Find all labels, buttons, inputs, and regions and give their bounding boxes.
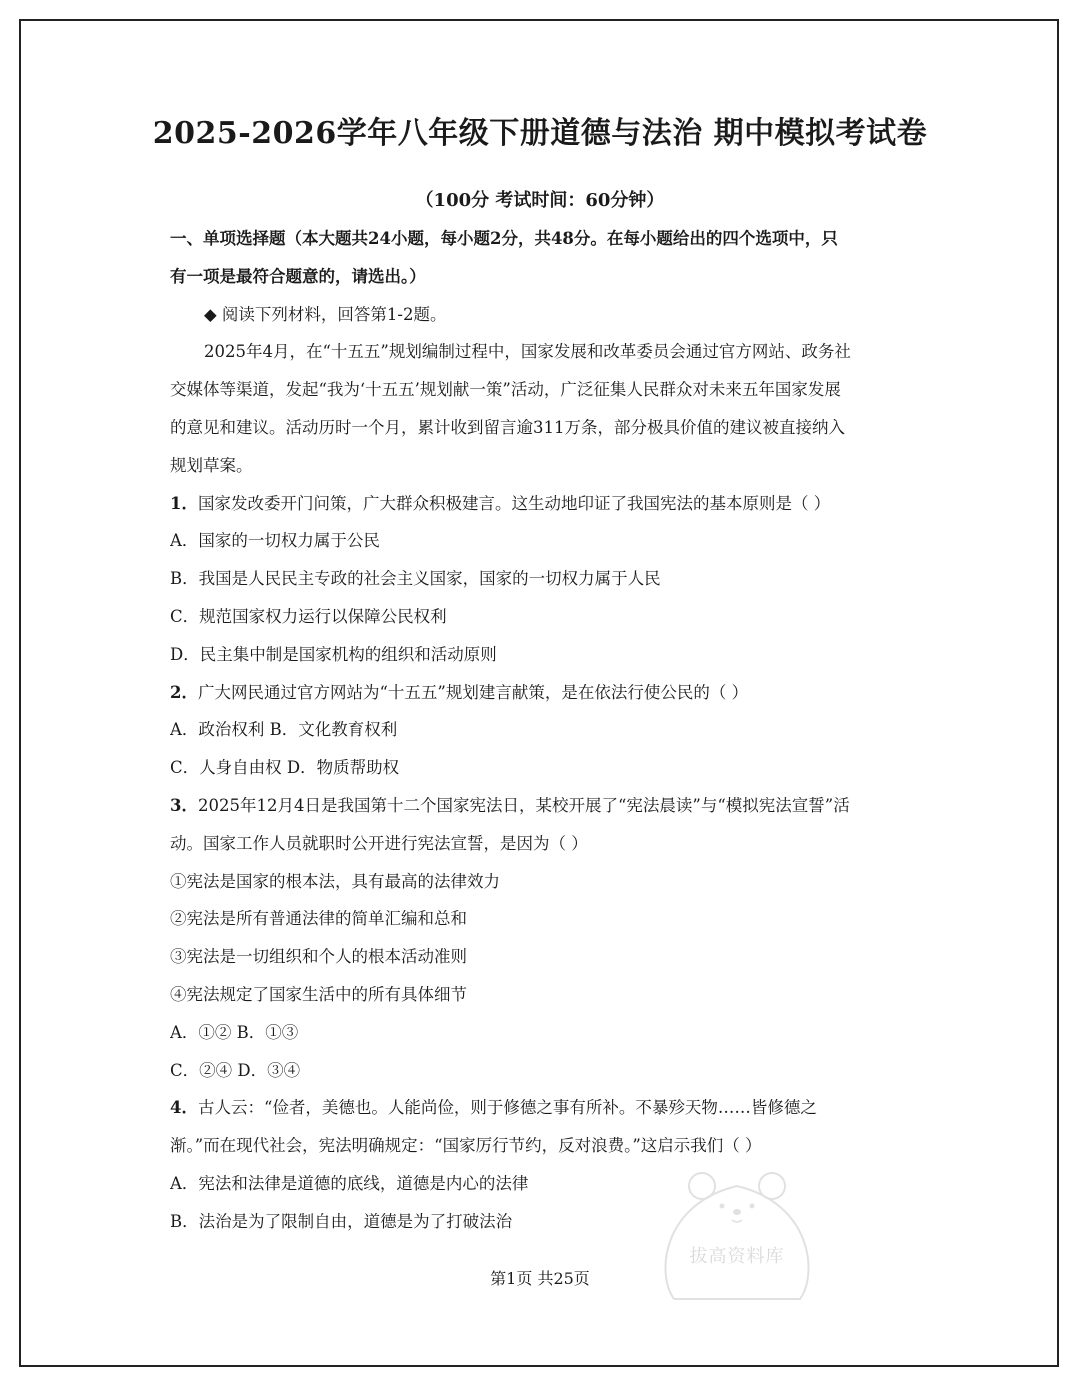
bear-watermark [652, 1164, 822, 1314]
question-1-option: D．民主集中制是国家机构的组织和活动原则 [170, 644, 497, 664]
question-2-stem: 2．广大网民通过官方网站为“十五五”规划建言献策，是在依法行使公民的（ ） [170, 682, 749, 702]
question-number: 2． [170, 682, 198, 702]
material-line: 2025年4月，在“十五五”规划编制过程中，国家发展和改革委员会通过官方网站、政务社 [204, 342, 851, 362]
exam-subtitle: （100分 考试时间：60分钟） [415, 190, 665, 211]
question-2-options: A．政治权利 B．文化教育权利 [170, 720, 398, 740]
question-3-statement: ①宪法是国家的根本法，具有最高的法律效力 [170, 871, 500, 891]
question-3-statement: ②宪法是所有普通法律的简单汇编和总和 [170, 909, 467, 929]
material-line: 的意见和建议。活动历时一个月，累计收到留言逾311万条，部分极具价值的建议被直接纳入 [170, 417, 845, 437]
material-line: 规划草案。 [170, 455, 253, 475]
question-number: 4． [170, 1098, 198, 1118]
question-3-options: A．①② B．①③ [170, 1022, 299, 1042]
question-1-option: B．我国是人民民主专政的社会主义国家，国家的一切权力属于人民 [170, 569, 661, 589]
exam-title: 2025-2026学年八年级下册道德与法治 期中模拟考试卷 [152, 116, 928, 151]
question-4-stem-cont: 渐。”而在现代社会，宪法明确规定：“国家厉行节约，反对浪费。”这启示我们（ ） [170, 1136, 762, 1156]
question-2-options: C．人身自由权 D．物质帮助权 [170, 758, 400, 778]
question-3-stem-cont: 动。国家工作人员就职时公开进行宪法宣誓，是因为（ ） [170, 833, 588, 853]
question-3-options: C．②④ D．③④ [170, 1060, 301, 1080]
page-footer: 第1页 共25页 [490, 1269, 590, 1288]
material-intro: ◆ 阅读下列材料，回答第1-2题。 [204, 304, 447, 324]
question-number: 1． [170, 493, 198, 513]
section-heading-line-1: 一、单项选择题（本大题共24小题，每小题2分，共48分。在每小题给出的四个选项中，只 [170, 229, 838, 248]
question-4-stem: 4．古人云：“俭者，美德也。人能尚俭，则于修德之事有所补。不暴殄天物……皆修德之 [170, 1098, 817, 1118]
watermark-text: 拔高资料库 [689, 1246, 785, 1267]
question-1-stem: 1．国家发改委开门问策，广大群众积极建言。这生动地印证了我国宪法的基本原则是（ ） [170, 493, 831, 513]
bear-logo-icon [652, 1164, 822, 1314]
question-3-statement: ③宪法是一切组织和个人的根本活动准则 [170, 947, 467, 967]
question-4-option: B．法治是为了限制自由，道德是为了打破法治 [170, 1211, 513, 1231]
exam-content [170, 220, 915, 1241]
question-4-option: A．宪法和法律是道德的底线，道德是内心的法律 [170, 1173, 529, 1193]
question-number: 3． [170, 795, 198, 815]
section-heading-line-2: 有一项是最符合题意的，请选出。） [170, 266, 426, 286]
question-3-stem: 3．2025年12月4日是我国第十二个国家宪法日，某校开展了“宪法晨读”与“模拟宪法宣誓”活 [170, 795, 850, 815]
question-1-option: C．规范国家权力运行以保障公民权利 [170, 606, 447, 626]
question-1-option: A．国家的一切权力属于公民 [170, 531, 380, 551]
material-line: 交媒体等渠道，发起“我为‘十五五’规划献一策”活动，广泛征集人民群众对未来五年国家发展 [170, 380, 841, 400]
question-3-statement: ④宪法规定了国家生活中的所有具体细节 [170, 984, 467, 1004]
